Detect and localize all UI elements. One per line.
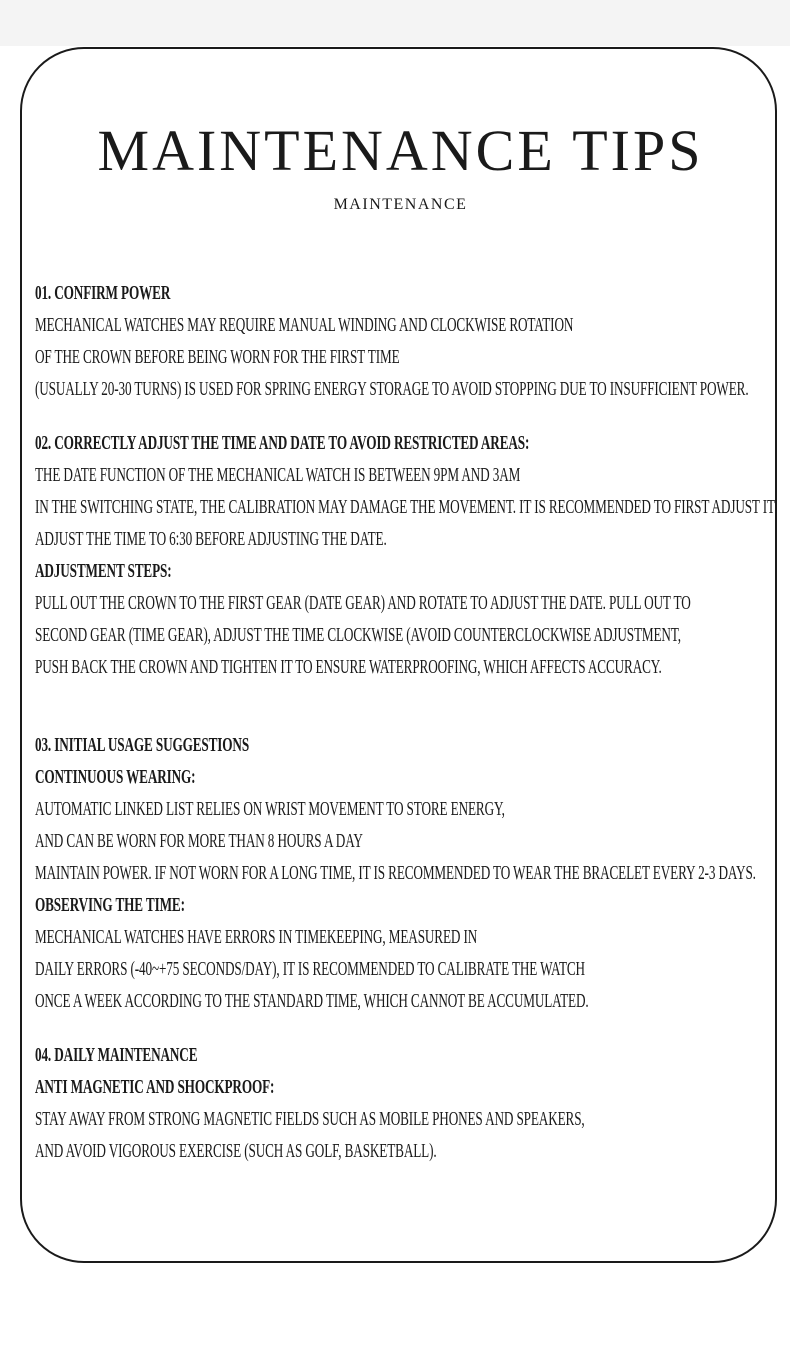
text-line: (USUALLY 20-30 TURNS) IS USED FOR SPRING ENERGY STORAGE TO AVOID STOPPING DUE TO INSUFFICIENT POWER.: [35, 378, 749, 400]
text-line: IN THE SWITCHING STATE, THE CALIBRATION MAY DAMAGE THE MOVEMENT. IT IS RECOMMENDED TO FIRST ADJUST IT: [35, 496, 775, 518]
section-adjust-time-date: [35, 427, 777, 683]
tips-card: [20, 47, 777, 1263]
text-line: SECOND GEAR (TIME GEAR), ADJUST THE TIME CLOCKWISE (AVOID COUNTERCLOCKWISE ADJUSTMENT,: [35, 624, 681, 646]
section-heading: 01. CONFIRM POWER: [35, 282, 171, 304]
sub-heading: CONTINUOUS WEARING:: [35, 766, 196, 788]
text-line: OF THE CROWN BEFORE BEING WORN FOR THE FIRST TIME: [35, 346, 400, 368]
section-daily-maintenance: [35, 1039, 777, 1167]
top-band: [0, 0, 790, 46]
text-line: MAINTAIN POWER. IF NOT WORN FOR A LONG TIME, IT IS RECOMMENDED TO WEAR THE BRACELET EVERY 2-3 DAYS.: [35, 862, 756, 884]
sub-heading: ADJUSTMENT STEPS:: [35, 560, 172, 582]
text-line: MECHANICAL WATCHES HAVE ERRORS IN TIMEKEEPING, MEASURED IN: [35, 926, 478, 948]
tips-content: [35, 277, 777, 1167]
page-subtitle: MAINTENANCE: [333, 196, 468, 213]
page-title: MAINTENANCE TIPS: [97, 118, 704, 183]
text-line: ONCE A WEEK ACCORDING TO THE STANDARD TIME, WHICH CANNOT BE ACCUMULATED.: [35, 990, 589, 1012]
section-initial-usage: [35, 729, 777, 1017]
text-line: AND CAN BE WORN FOR MORE THAN 8 HOURS A DAY: [35, 830, 363, 852]
text-line: ADJUST THE TIME TO 6:30 BEFORE ADJUSTING THE DATE.: [35, 528, 387, 550]
section-heading: 02. CORRECTLY ADJUST THE TIME AND DATE TO AVOID RESTRICTED AREAS:: [35, 432, 530, 454]
text-line: PUSH BACK THE CROWN AND TIGHTEN IT TO ENSURE WATERPROOFING, WHICH AFFECTS ACCURACY.: [35, 656, 662, 678]
text-line: AUTOMATIC LINKED LIST RELIES ON WRIST MOVEMENT TO STORE ENERGY,: [35, 798, 505, 820]
section-heading: 03. INITIAL USAGE SUGGESTIONS: [35, 734, 250, 756]
text-line: THE DATE FUNCTION OF THE MECHANICAL WATCH IS BETWEEN 9PM AND 3AM: [35, 464, 521, 486]
section-confirm-power: [35, 277, 777, 405]
text-line: STAY AWAY FROM STRONG MAGNETIC FIELDS SUCH AS MOBILE PHONES AND SPEAKERS,: [35, 1108, 585, 1130]
text-line: PULL OUT THE CROWN TO THE FIRST GEAR (DATE GEAR) AND ROTATE TO ADJUST THE DATE. PULL OUT TO: [35, 592, 691, 614]
text-line: MECHANICAL WATCHES MAY REQUIRE MANUAL WINDING AND CLOCKWISE ROTATION: [35, 314, 574, 336]
text-line: AND AVOID VIGOROUS EXERCISE (SUCH AS GOLF, BASKETBALL).: [35, 1140, 437, 1162]
text-line: DAILY ERRORS (-40~+75 SECONDS/DAY), IT IS RECOMMENDED TO CALIBRATE THE WATCH: [35, 958, 585, 980]
sub-heading: OBSERVING THE TIME:: [35, 894, 185, 916]
sub-heading: ANTI MAGNETIC AND SHOCKPROOF:: [35, 1076, 275, 1098]
section-heading: 04. DAILY MAINTENANCE: [35, 1044, 198, 1066]
